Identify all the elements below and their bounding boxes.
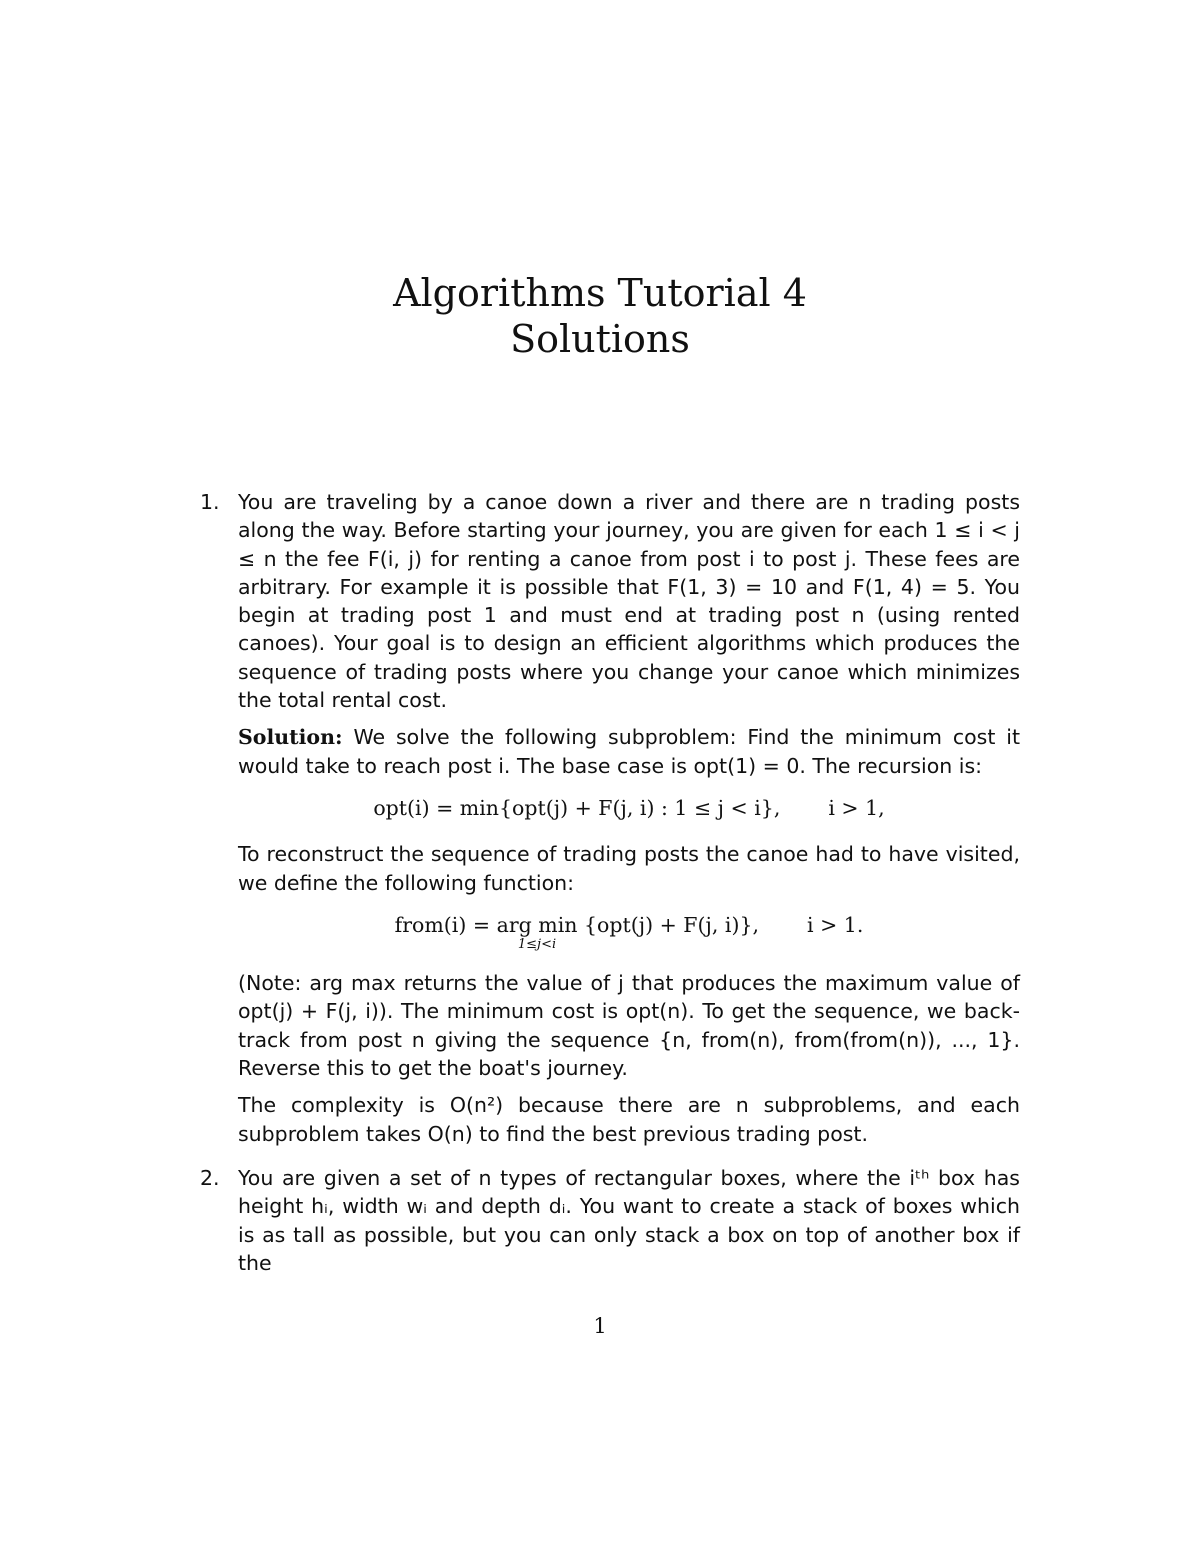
- page-number: 1: [593, 1314, 607, 1338]
- solution-paragraph: [238, 723, 1020, 780]
- equation-opt-left: opt(i) = min{opt(j) + F(j, i) : 1 ≤ j < i},: [373, 795, 781, 820]
- note-paragraph: (Note: arg max returns the value of j that produces the maximum value of opt(j) + F(j, i)). The minimum cost is opt(n). To get the sequence, we back-track from post n giving the sequence {n, from(n), from(from(n)), ..., 1}. Reverse this to get the boat's journey.: [238, 971, 1020, 1081]
- problem-2-statement: You are given a set of n types of rectangular boxes, where the iᵗʰ box has height hᵢ, width wᵢ and depth dᵢ. You want to create a stack of boxes which is as tall as possible, but you can only stack a box on top of another box if the: [238, 1165, 1020, 1275]
- title-block: [0, 270, 1200, 362]
- complexity-paragraph: The complexity is O(n²) because there are n subproblems, and each subproblem takes O(n) to find the best previous trading post.: [238, 1093, 1020, 1146]
- equation-from-pre: from(i) =: [394, 912, 491, 937]
- equation-from-right: i > 1.: [807, 912, 864, 937]
- equation-from: [238, 911, 1020, 951]
- problem-2-number: 2.: [200, 1165, 220, 1190]
- solution-text: We solve the following subproblem: Find the minimum cost it would take to reach post i. The base case is opt(1) = 0. The recursion is:: [238, 725, 1020, 778]
- page-subtitle: Solutions: [510, 317, 690, 361]
- problem-1-number: 1.: [200, 490, 220, 514]
- problem-1: [200, 488, 1020, 1148]
- problem-2: [200, 1164, 1020, 1277]
- reconstruct-paragraph: To reconstruct the sequence of trading posts the canoe had to have visited, we define the following function:: [238, 842, 1020, 895]
- equation-opt-right: i > 1,: [828, 795, 885, 820]
- argmin-operator: [497, 911, 578, 951]
- equation-opt: [238, 794, 1020, 822]
- problem-1-statement: You are traveling by a canoe down a river and there are n trading posts along the way. Before starting your journey, you are given for each 1 ≤ i < j ≤ n the fee F(i, j) for renting a canoe from post i to post j. These fees are arbitrary. For example it is possible that F(1, 3) = 10 and F(1, 4) = 5. You begin at trading post 1 and must end at trading post n (using rented canoes). Your goal is to design an efficient algorithms which produces the sequence of trading posts where you change your canoe which minimizes the total rental cost.: [238, 490, 1020, 713]
- page-title: Algorithms Tutorial 4: [393, 271, 807, 315]
- document-body: [200, 488, 1020, 1293]
- argmin-subscript: 1≤j<i: [517, 937, 557, 953]
- solution-label: Solution:: [238, 725, 343, 750]
- argmin-op-text: arg min: [496, 912, 578, 937]
- equation-from-post: {opt(j) + F(j, i)},: [583, 912, 760, 937]
